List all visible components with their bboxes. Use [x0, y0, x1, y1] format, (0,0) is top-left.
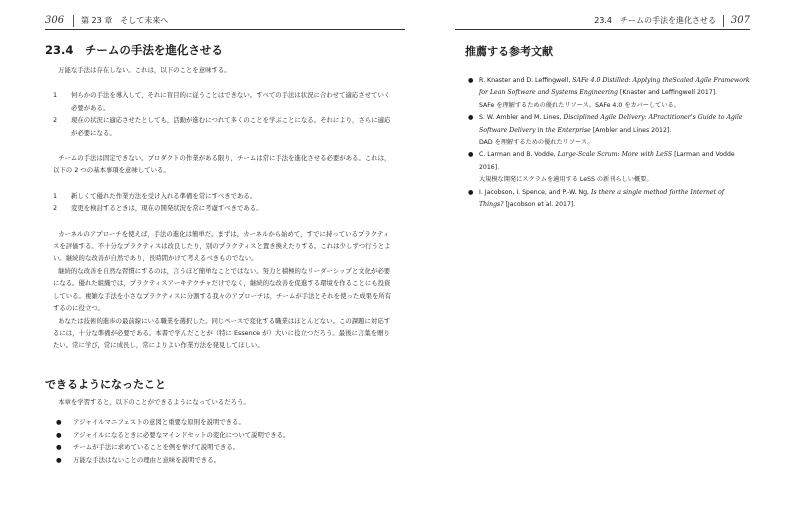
- paragraph: チームの手法は固定できない。プロダクトの作業がある限り，チームは常に手法を進化させる必要がある。これは，以下の 2 つの基本事項を意味している。: [53, 154, 391, 175]
- numbered-item: [53, 89, 393, 114]
- section-2-title: できるようになったこと: [45, 378, 166, 391]
- section-2-body: [53, 396, 393, 466]
- reference-title: SAFe 4.0 Distilled: Applying theScaled Agile Framework for Lean Software and Systems Engineering: [479, 77, 750, 97]
- reference-authors: C. Larman and B. Vodde,: [479, 151, 558, 159]
- reference-authors: I. Jacobson, I. Spence, and P.-W. Ng,: [479, 188, 591, 196]
- numbered-item: [53, 190, 393, 202]
- header-rule: [455, 29, 750, 30]
- bullet-icon: ●: [468, 114, 474, 122]
- bullet-text: チームが手法に求めていることを例を挙げて説明できる。: [73, 443, 240, 452]
- paragraph: あなたは技術的進歩の最前線にいる職業を選択した。同じペースで変化する職業はほとんどない。この課題に対応するには，十分な準備が必要である。本書で学んだことが（特に Essence が）大いに役立つだろう。最後に言葉を贈りたい。常に学び，常に成長し，常によりよい作業方法を発見してほしい。: [53, 316, 391, 350]
- bullet-icon: ●: [56, 430, 62, 439]
- item-number: 2: [53, 116, 58, 125]
- bullet-icon: ●: [468, 151, 474, 159]
- reference-note: 大規模な開発にスクラムを適用する LeSS の新刊らしい概要。: [479, 176, 653, 184]
- bullet-item: [53, 441, 393, 453]
- bullet-icon: ●: [468, 77, 474, 84]
- item-text: 新しくて優れた作業方法を受け入れる準備を常にすべきである。: [71, 191, 257, 200]
- reference-citation: [Jacobson et al. 2017].: [503, 201, 576, 209]
- bullet-text: 万能な手法はないことの理由と意味を説明できる。: [73, 455, 220, 464]
- left-running-header: [45, 14, 405, 28]
- item-text: 何らかの手法を導入して，それに盲目的に従うことはできない。すべての手法は状況に合わせて適応させていく必要がある。: [71, 91, 391, 112]
- paragraph: 本章を学習すると，以下のことができるようになっているだろう。: [58, 398, 250, 406]
- bullet-text: アジャイルになるときに必要なマインドセットの変化について説明できる。: [73, 430, 290, 439]
- reference-title: Large-Scale Scrum: More with LeSS: [557, 151, 673, 159]
- left-page: [45, 0, 405, 505]
- reference-list: [465, 75, 750, 211]
- bullet-icon: ●: [468, 188, 474, 196]
- paragraph: 継続的な改善を自然な習慣にするのは，言うほど簡単なことではない。努力と積極的なリーダーシップと文化が必要になる。優れた組織では，プラクティスアーキテクチャだけでなく，継続的な改善を促進する環境を作ることにも投資している。複雑な手法を小さなプラクティスに分割する我々のアプローチは，チームが手法とそれを使った成果を所有するのに役立つ。: [53, 266, 392, 313]
- bullet-item: [53, 454, 393, 466]
- item-number: 1: [53, 191, 58, 200]
- numbered-item: [53, 202, 393, 214]
- bullet-icon: ●: [56, 455, 62, 464]
- left-running-head: 第 23 章 そして未来へ: [81, 16, 169, 25]
- paragraph: カーネルのアプローチを使えば，手法の進化は簡単だ。まずは，カーネルから始めて，すでに持っているプラクティスを評価する。不十分なプラクティスは改良したり，別のプラクティスと置き換えたりする。これは少しずつ行うとよい。継続的な改善が自然であり，長時間かけて考えるべきものでない。: [53, 229, 391, 263]
- reference-title: Disciplined Agile Delivery: APractitioner’s Guide to Agile Software Delivery in the Enterprise: [479, 114, 743, 134]
- reference-citation: [Ambler and Lines 2012].: [590, 126, 672, 134]
- reference-note: DAD を理解するための優れたリソース。: [479, 139, 594, 147]
- item-number: 2: [53, 204, 58, 213]
- left-page-number: 306: [45, 15, 65, 26]
- reference-item: [465, 112, 750, 149]
- header-separator: [73, 15, 74, 27]
- item-text: 変更を検討するときは，現在の開発状況を常に考慮すべきである。: [71, 204, 263, 213]
- reference-title: Is there a single method forthe Internet of Things?: [479, 188, 725, 209]
- bullet-icon: ●: [56, 418, 62, 427]
- section-title: 23.4 チームの手法を進化させる: [45, 43, 223, 57]
- bullet-text: アジャイルマニフェストの意図と重要な原則を説明できる。: [73, 418, 245, 427]
- right-page: [455, 0, 750, 505]
- right-page-number: 307: [730, 15, 750, 26]
- header-rule: [45, 29, 405, 30]
- reference-citation: [Larman and Vodde 2016].: [479, 151, 735, 171]
- right-running-head: 23.4 チームの手法を進化させる: [594, 16, 716, 25]
- paragraph: 万能な手法は存在しない。これは，以下のことを意味する。: [58, 66, 231, 74]
- reference-item: [465, 75, 750, 112]
- reference-note: SAFe を理解するための優れたリソース。SAFe 4.0 をカバーしている。: [479, 101, 680, 109]
- reference-authors: S. W. Ambler and M. Lines,: [479, 114, 564, 122]
- item-number: 1: [53, 91, 58, 100]
- item-text: 現在の状況に適応させたとしても，活動が進むにつれて多くのことを学ぶことになる。それにより，さらに適応が必要になる。: [71, 116, 391, 137]
- bullet-icon: ●: [56, 443, 62, 452]
- reference-item: [465, 187, 750, 212]
- reference-citation: [Knaster and Leffingwell 2017].: [617, 89, 718, 97]
- bullet-item: [53, 429, 393, 441]
- reference-item: [465, 149, 750, 186]
- references-title: 推薦する参考文献: [465, 45, 553, 58]
- header-separator: [723, 15, 724, 27]
- right-running-header: [455, 14, 750, 28]
- section-body: [53, 64, 393, 352]
- numbered-item: [53, 114, 393, 139]
- bullet-item: [53, 416, 393, 428]
- reference-authors: R. Knaster and D. Leffingwell,: [479, 77, 573, 84]
